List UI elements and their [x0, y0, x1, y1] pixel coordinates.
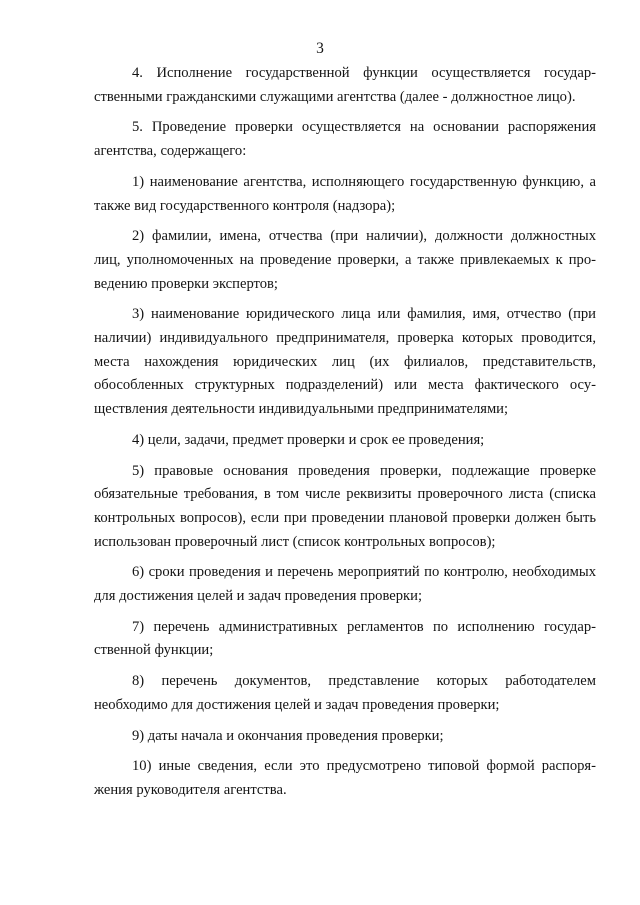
subitem-3: 3) наименование юридического лица или фамилия, имя, отчество (при наличии) индивидуального предпринимателя, проверка которых проводится, места нахождения юридических лиц (их филиалов, представительств, обособленных структурных подразделений) или места фактического осуществления деятельности индивидуальными предпринимателями;: [94, 306, 596, 418]
subitem-5: 5) правовые основания проведения проверки, подлежащие проверке обязательные требования, в том числе реквизиты проверочного листа (списка контрольных вопросов), если при проведении плановой проверки должен быть использован проверочный лист (список контрольных вопросов);: [94, 462, 596, 550]
paragraph-item-5: 5. Проведение проверки осуществляется на основании распоряжения агентства, содержащего:: [94, 119, 596, 160]
subitem-6: 6) сроки проведения и перечень мероприятий по контролю, необходимых для достижения целей и задач проведения проверки;: [94, 564, 596, 605]
subitem-1: 1) наименование агентства, исполняющего государственную функцию, а также вид государственного контроля (надзора);: [94, 173, 596, 214]
paragraph-item-4: 4. Исполнение государственной функции осуществляется государственными гражданскими служащими агентства (далее - должностное лицо).: [94, 65, 596, 105]
subitem-2: 2) фамилии, имена, отчества (при наличии), должности должностных лиц, уполномоченных на проведение проверки, а также привлекаемых к проведению проверки экспертов;: [94, 228, 596, 292]
subitem-8: 8) перечень документов, представление которых работодателем необходимо для достижения целей и задач проведения проверки;: [94, 673, 596, 713]
subitem-4: 4) цели, задачи, предмет проверки и срок ее проведения;: [132, 431, 485, 448]
subitem-10: 10) иные сведения, если это предусмотрено типовой формой распоряжения руководителя агентства.: [94, 758, 596, 798]
subitem-7: 7) перечень административных регламентов по исполнению государственной функции;: [94, 618, 596, 659]
subitem-9: 9) даты начала и окончания проведения проверки;: [132, 727, 444, 744]
page-number: 3: [316, 40, 324, 57]
document-body: [94, 62, 596, 810]
